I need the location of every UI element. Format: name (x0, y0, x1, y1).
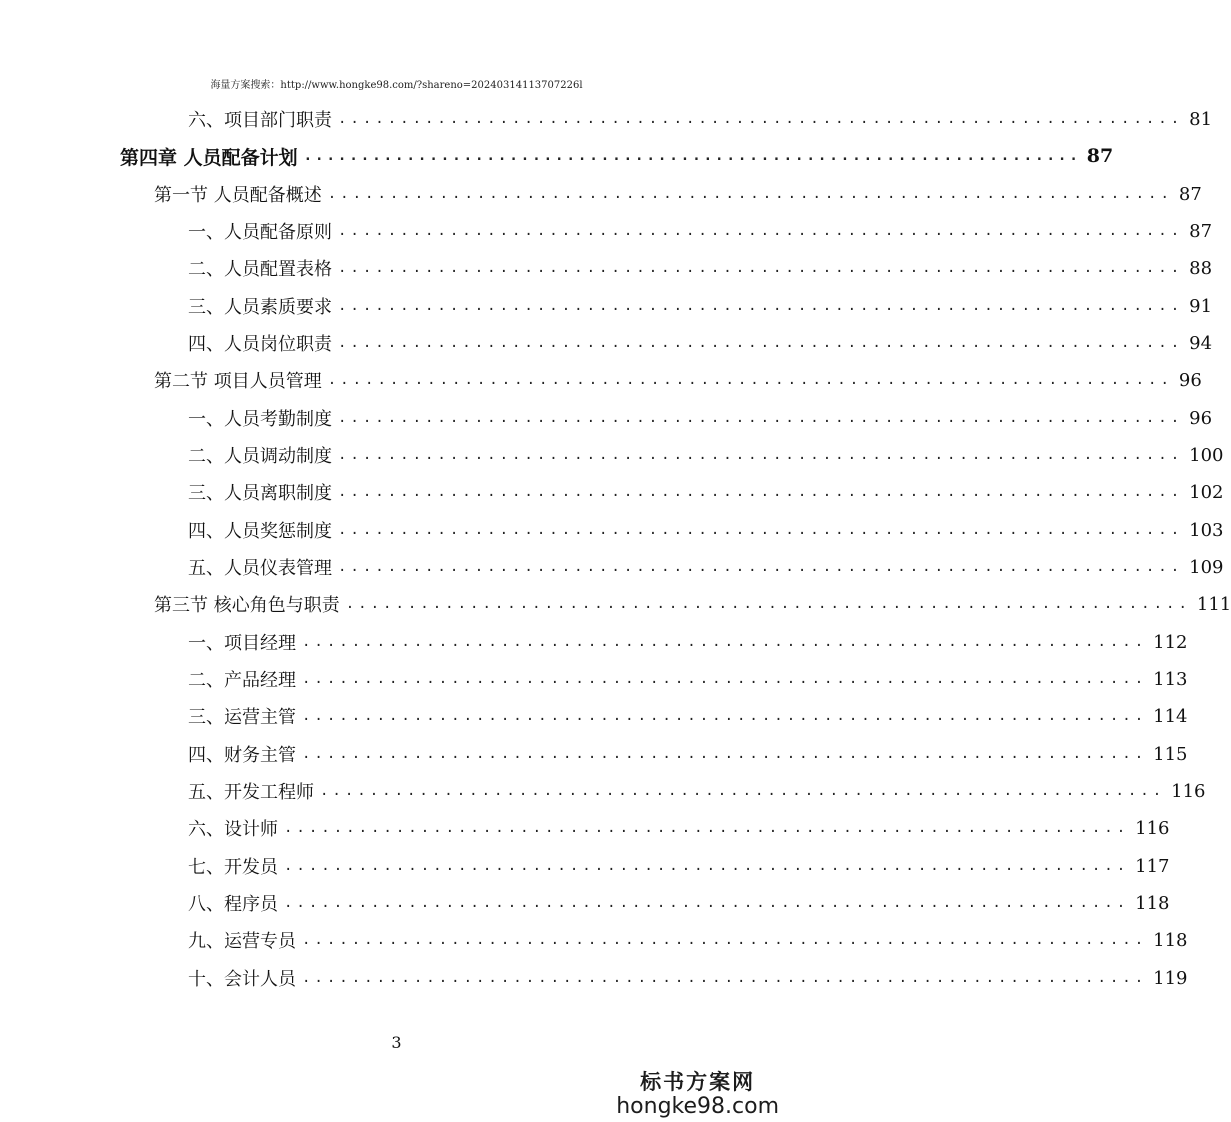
toc-leader-dots: .................................................................... (345, 596, 1191, 612)
toc-leader-dots: .................................................................... (338, 484, 1184, 500)
toc-entry-label: 二、人员配置表格 (188, 259, 332, 280)
toc-entry-label: 十、会计人员 (188, 969, 296, 990)
toc-leader-dots: .................................................................... (320, 783, 1166, 799)
toc-entry-page: 81 (1189, 108, 1213, 130)
toc-entry-page: 91 (1189, 295, 1213, 317)
toc-entry[interactable] (188, 104, 1213, 134)
toc-entry-label: 四、人员奖惩制度 (188, 521, 332, 542)
toc-leader-dots: .................................................................... (338, 410, 1184, 426)
toc-entry[interactable] (188, 664, 1188, 694)
toc-leader-dots: .................................................................... (338, 260, 1184, 276)
toc-entry-page: 100 (1189, 444, 1224, 466)
toc-entry-page: 116 (1171, 780, 1206, 802)
toc-entry-label: 四、财务主管 (188, 745, 296, 766)
toc-entry-page: 96 (1178, 369, 1202, 391)
toc-entry-page: 102 (1189, 481, 1224, 503)
toc-entry-page: 118 (1153, 929, 1188, 951)
toc-leader-dots: .................................................................... (338, 111, 1184, 127)
toc-entry[interactable] (188, 739, 1188, 769)
toc-entry-label: 五、开发工程师 (188, 782, 314, 803)
toc-section-entry[interactable] (154, 589, 1231, 619)
toc-entry-page: 115 (1153, 743, 1188, 765)
toc-entry[interactable] (188, 328, 1213, 358)
toc-entry-label: 第三节 核心角色与职责 (154, 595, 340, 616)
watermark-title: 标书方案网 (640, 1069, 756, 1094)
toc-entry-page: 87 (1086, 145, 1114, 167)
toc-leader-dots: .................................................................... (302, 671, 1148, 687)
toc-entry-page: 87 (1178, 183, 1202, 205)
toc-entry-label: 一、人员考勤制度 (188, 409, 332, 430)
toc-entry-page: 94 (1189, 332, 1213, 354)
toc-leader-dots: .................................................................... (302, 708, 1148, 724)
toc-leader-dots: .................................................................... (338, 522, 1184, 538)
toc-leader-dots: .................................................................... (302, 970, 1148, 986)
toc-entry[interactable] (188, 851, 1170, 881)
toc-entry-page: 88 (1189, 257, 1213, 279)
toc-entry[interactable] (188, 440, 1224, 470)
toc-entry-label: 六、设计师 (188, 819, 278, 840)
toc-leader-dots: .................................................................... (338, 559, 1184, 575)
toc-leader-dots: .................................................................... (302, 634, 1148, 650)
toc-entry[interactable] (188, 963, 1188, 993)
toc-entry-label: 六、项目部门职责 (188, 110, 332, 131)
toc-entry[interactable] (188, 701, 1188, 731)
toc-entry-page: 119 (1153, 967, 1188, 989)
toc-entry-label: 四、人员岗位职责 (188, 334, 332, 355)
toc-entry-label: 第四章 人员配备计划 (120, 146, 298, 169)
toc-entry[interactable] (188, 813, 1170, 843)
toc-entry-label: 三、运营主管 (188, 707, 296, 728)
toc-leader-dots: .................................................................... (338, 298, 1184, 314)
toc-entry[interactable] (188, 403, 1213, 433)
toc-entry-page: 96 (1189, 407, 1213, 429)
toc-entry[interactable] (188, 627, 1188, 657)
toc-entry-label: 八、程序员 (188, 894, 278, 915)
toc-entry[interactable] (188, 776, 1206, 806)
toc-section-entry[interactable] (154, 365, 1202, 395)
toc-entry-label: 二、产品经理 (188, 670, 296, 691)
toc-entry[interactable] (188, 216, 1213, 246)
toc-entry-page: 117 (1135, 855, 1170, 877)
toc-entry-label: 第一节 人员配备概述 (154, 185, 322, 206)
toc-entry[interactable] (188, 477, 1224, 507)
toc-entry-label: 九、运营专员 (188, 931, 296, 952)
toc-entry-page: 112 (1153, 631, 1188, 653)
toc-entry-label: 三、人员素质要求 (188, 297, 332, 318)
toc-entry[interactable] (188, 552, 1224, 582)
toc-entry-label: 七、开发员 (188, 857, 278, 878)
toc-entry-page: 113 (1153, 668, 1188, 690)
toc-entry-page: 87 (1189, 220, 1213, 242)
toc-entry-page: 118 (1135, 892, 1170, 914)
toc-leader-dots: .................................................................... (302, 932, 1148, 948)
toc-entry-page: 103 (1189, 519, 1224, 541)
toc-entry-page: 109 (1189, 556, 1224, 578)
toc-chapter-entry[interactable] (120, 141, 1114, 171)
toc-entry-page: 116 (1135, 817, 1170, 839)
toc-entry[interactable] (188, 253, 1213, 283)
header-search-note: 海量方案搜索：http://www.hongke98.com/?shareno=20240314113707226l (210, 80, 583, 91)
toc-entry-label: 一、项目经理 (188, 633, 296, 654)
toc-entry-page: 114 (1153, 705, 1188, 727)
toc-entry-label: 第二节 项目人员管理 (154, 371, 322, 392)
toc-section-entry[interactable] (154, 179, 1202, 209)
toc-leader-dots: .................................................................... (302, 746, 1148, 762)
toc-leader-dots: .................................................................... (338, 335, 1184, 351)
toc-leader-dots: .................................................................... (303, 148, 1081, 164)
watermark-domain: hongke98.com (616, 1094, 779, 1119)
toc-leader-dots: .................................................................... (338, 447, 1184, 463)
toc-leader-dots: .................................................................... (327, 372, 1173, 388)
toc-entry[interactable] (188, 888, 1170, 918)
toc-entry-label: 三、人员离职制度 (188, 483, 332, 504)
toc-entry-label: 五、人员仪表管理 (188, 558, 332, 579)
toc-leader-dots: .................................................................... (284, 895, 1130, 911)
toc-entry[interactable] (188, 515, 1224, 545)
toc-leader-dots: .................................................................... (284, 820, 1130, 836)
toc-leader-dots: .................................................................... (327, 186, 1173, 202)
watermark-logo (616, 1066, 779, 1119)
toc-entry-page: 111 (1196, 593, 1231, 615)
page-number: 3 (391, 1033, 402, 1052)
toc-leader-dots: .................................................................... (338, 223, 1184, 239)
toc-entry-label: 二、人员调动制度 (188, 446, 332, 467)
toc-entry[interactable] (188, 925, 1188, 955)
toc-entry[interactable] (188, 291, 1213, 321)
toc-leader-dots: .................................................................... (284, 858, 1130, 874)
toc-entry-label: 一、人员配备原则 (188, 222, 332, 243)
